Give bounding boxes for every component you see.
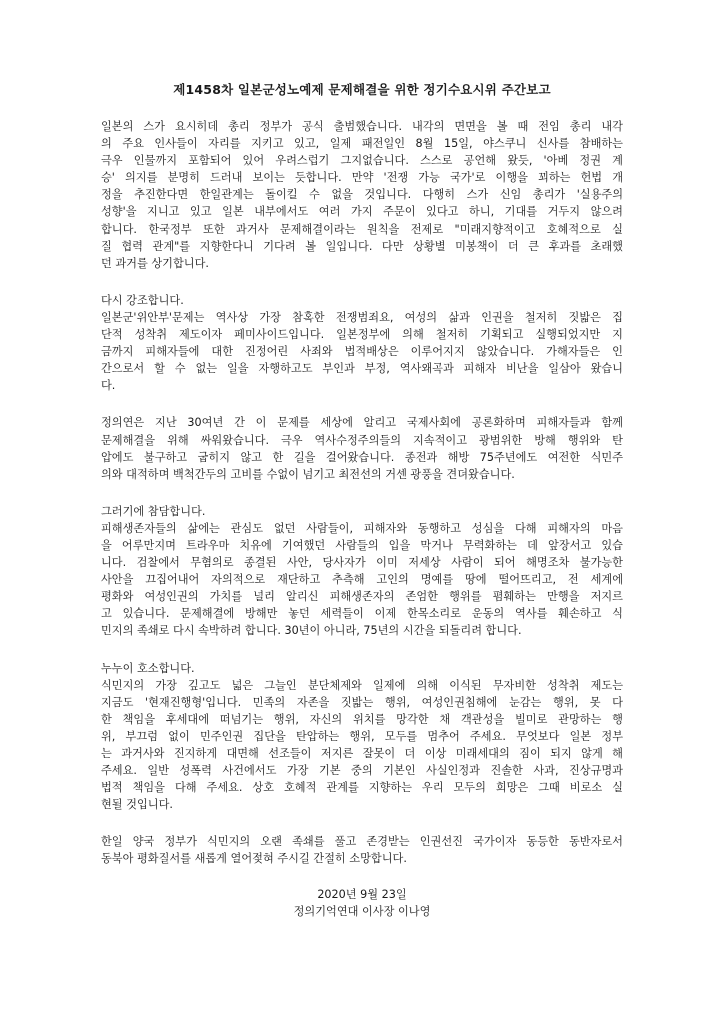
document-title: 제1458차 일본군성노예제 문제해결을 위한 정기수요시위 주간보고 [173, 82, 551, 97]
paragraph-line: 민지의 족쇄로 다시 속박하려 합니다. 30년이 아니라, 75년의 시간을 되돌리려 합니다. [101, 624, 522, 638]
body-paragraph [101, 660, 623, 814]
paragraph-line: 압에도 불구하고 굽히지 않고 한 길을 걸어왔습니다. 종전과 해방 75주년에도 여전한 식민주 [101, 450, 623, 464]
paragraph-line: 성향'을 지니고 있고 일본 내부에서도 여러 가지 주문이 있다고 하니, 기대를 거두지 않으려 [101, 205, 623, 219]
body-paragraph [101, 118, 623, 272]
paragraph-line: 던 과거를 상기합니다. [101, 256, 209, 270]
paragraph-line: 니다. 검찰에서 무혐의로 종결된 사안, 당사자가 이미 저세상 사람이 되어 해명조차 불가능한 [101, 556, 623, 570]
paragraph-line: 합니다. 한국정부 또한 과거사 문제해결이라는 원칙을 전제로 "미래지향적이고 호혜적으로 실 [101, 222, 623, 236]
signature-block [0, 886, 724, 920]
paragraph-line: 는 과거사와 진지하게 대면해 선조들이 저지른 잘못이 더 이상 미래세대의 짐이 되지 않게 해 [101, 747, 623, 760]
paragraph-line: 한 책임을 후세대에 떠넘기는 행위, 자신의 위치를 망각한 채 객관성을 빌미로 관망하는 행 [101, 712, 623, 726]
paragraph-line: 의 주요 인사들이 자리를 지키고 있고, 일제 패전일인 8월 15일, 야스쿠니 신사를 참배하는 [101, 137, 623, 151]
paragraph-line: 금까지 피해자들에 대한 진정어린 사죄와 법적배상은 이루어지지 않았습니다. 가해자들은 인 [101, 345, 623, 359]
paragraph-line: 식민지의 가장 깊고도 넓은 그늘인 분단체제와 일제에 의해 이식된 무자비한 성착취 제도는 [101, 678, 623, 692]
paragraph-line: 평화와 여성인권의 가치를 널리 알리신 피해생존자의 존엄한 행위를 폄훼하는 만행을 저지르 [101, 590, 623, 604]
paragraph-line: 문제해결을 위해 싸워왔습니다. 극우 역사수정주의들의 지속적이고 광범위한 방해 행위와 탄 [101, 433, 623, 447]
body-paragraph [101, 414, 623, 482]
paragraph-line: 위, 부끄럼 없이 민주인권 집단을 탄압하는 행위, 모두를 멈추어 주세요. 무엇보다 일본 정부 [101, 729, 623, 743]
paragraph-line: 일본의 스가 요시히데 총리 정부가 공식 출범했습니다. 내각의 면면을 볼 때 전임 총리 내각 [101, 120, 623, 133]
paragraph-line: 정의연은 지난 30여년 간 이 문제를 세상에 알리고 국제사회에 공론화하며 피해자들과 함께 [101, 416, 623, 430]
paragraph-line: 현될 것입니다. [101, 798, 173, 812]
signature-date: 2020년 9월 23일 [317, 888, 407, 901]
paragraph-line: 간으로서 할 수 없는 일을 자행하고도 부인과 부정, 역사왜곡과 피해자 비난을 일삼아 왔습니 [101, 362, 623, 376]
body-paragraph [101, 833, 623, 867]
paragraph-line: 법적 책임을 다해 주세요. 상호 호혜적 관계를 지향하는 우리 모두의 희망은 그때 비로소 실 [101, 781, 623, 795]
paragraph-line: 동북아 평화질서를 새롭게 열어젖혀 주시길 간절히 소망합니다. [101, 852, 407, 866]
paragraph-line: 정을 추진한다면 한일관계는 돌이킬 수 없을 것입니다. 다행히 스가 신임 총리가 '실용주의 [101, 188, 623, 202]
paragraph-line: 단적 성착취 제도이자 페미사이드입니다. 일본정부에 의해 철저히 기획되고 실행되었지만 지 [101, 328, 623, 342]
paragraph-line: 피해생존자들의 삶에는 관심도 없던 사람들이, 피해자와 동행하고 성심을 다해 피해자의 마음 [101, 521, 623, 535]
paragraph-line: 다시 강조합니다. [101, 293, 184, 307]
paragraph-line: 다. [101, 379, 116, 393]
paragraph-line: 승' 의지를 분명히 드러내 보이는 듯합니다. 만약 '전쟁 가능 국가'로 이행을 꾀하는 헌법 개 [101, 171, 623, 185]
document-body [101, 118, 623, 888]
paragraph-line: 주세요. 일반 성폭력 사건에서도 가장 기본 중의 기본인 사실인정과 진솔한 사과, 진상규명과 [101, 764, 623, 778]
paragraph-line: 누누이 호소합니다. [101, 661, 195, 675]
body-paragraph [101, 503, 623, 640]
paragraph-line: 극우 인물까지 포함되어 있어 우려스럽기 그지없습니다. 스스로 공언해 왔듯, '아베 정권 계 [101, 154, 623, 168]
paragraph-line: 의와 대적하며 백척간두의 고비를 수없이 넘기고 최전선의 거센 광풍을 견뎌왔습니다. [101, 467, 515, 481]
paragraph-line: 질 협력 관계"를 지향한다니 기다려 볼 일입니다. 다만 상황별 미봉책이 더 큰 후과를 초래했 [101, 239, 623, 253]
paragraph-line: 을 어루만지며 트라우마 치유에 기여했던 사람들의 입을 막거나 무력화하는 데 앞장서고 있습 [101, 538, 623, 552]
signature-author: 정의기억연대 이사장 이나영 [293, 905, 431, 919]
paragraph-line: 그러기에 참담합니다. [101, 504, 206, 518]
paragraph-line: 한일 양국 정부가 식민지의 오랜 족쇄를 풀고 존경받는 인권선진 국가이자 동등한 동반자로서 [101, 835, 623, 849]
paragraph-line: 지금도 '현재진행형'입니다. 민족의 자존을 짓밟는 행위, 여성인권침해에 눈감는 행위, 못 다 [101, 695, 623, 709]
paragraph-line: 고 있습니다. 문제해결에 방해만 놓던 세력들이 이제 한목소리로 운동의 역사를 훼손하고 식 [101, 607, 623, 621]
paragraph-line: 일본군'위안부'문제는 역사상 가장 참혹한 전쟁범죄요, 여성의 삶과 인권을 철저히 짓밟은 집 [101, 310, 623, 324]
paragraph-line: 사안을 끄집어내어 자의적으로 재단하고 추측해 고인의 명예를 땅에 떨어뜨리고, 전 세계에 [101, 573, 623, 587]
body-paragraph [101, 292, 623, 395]
